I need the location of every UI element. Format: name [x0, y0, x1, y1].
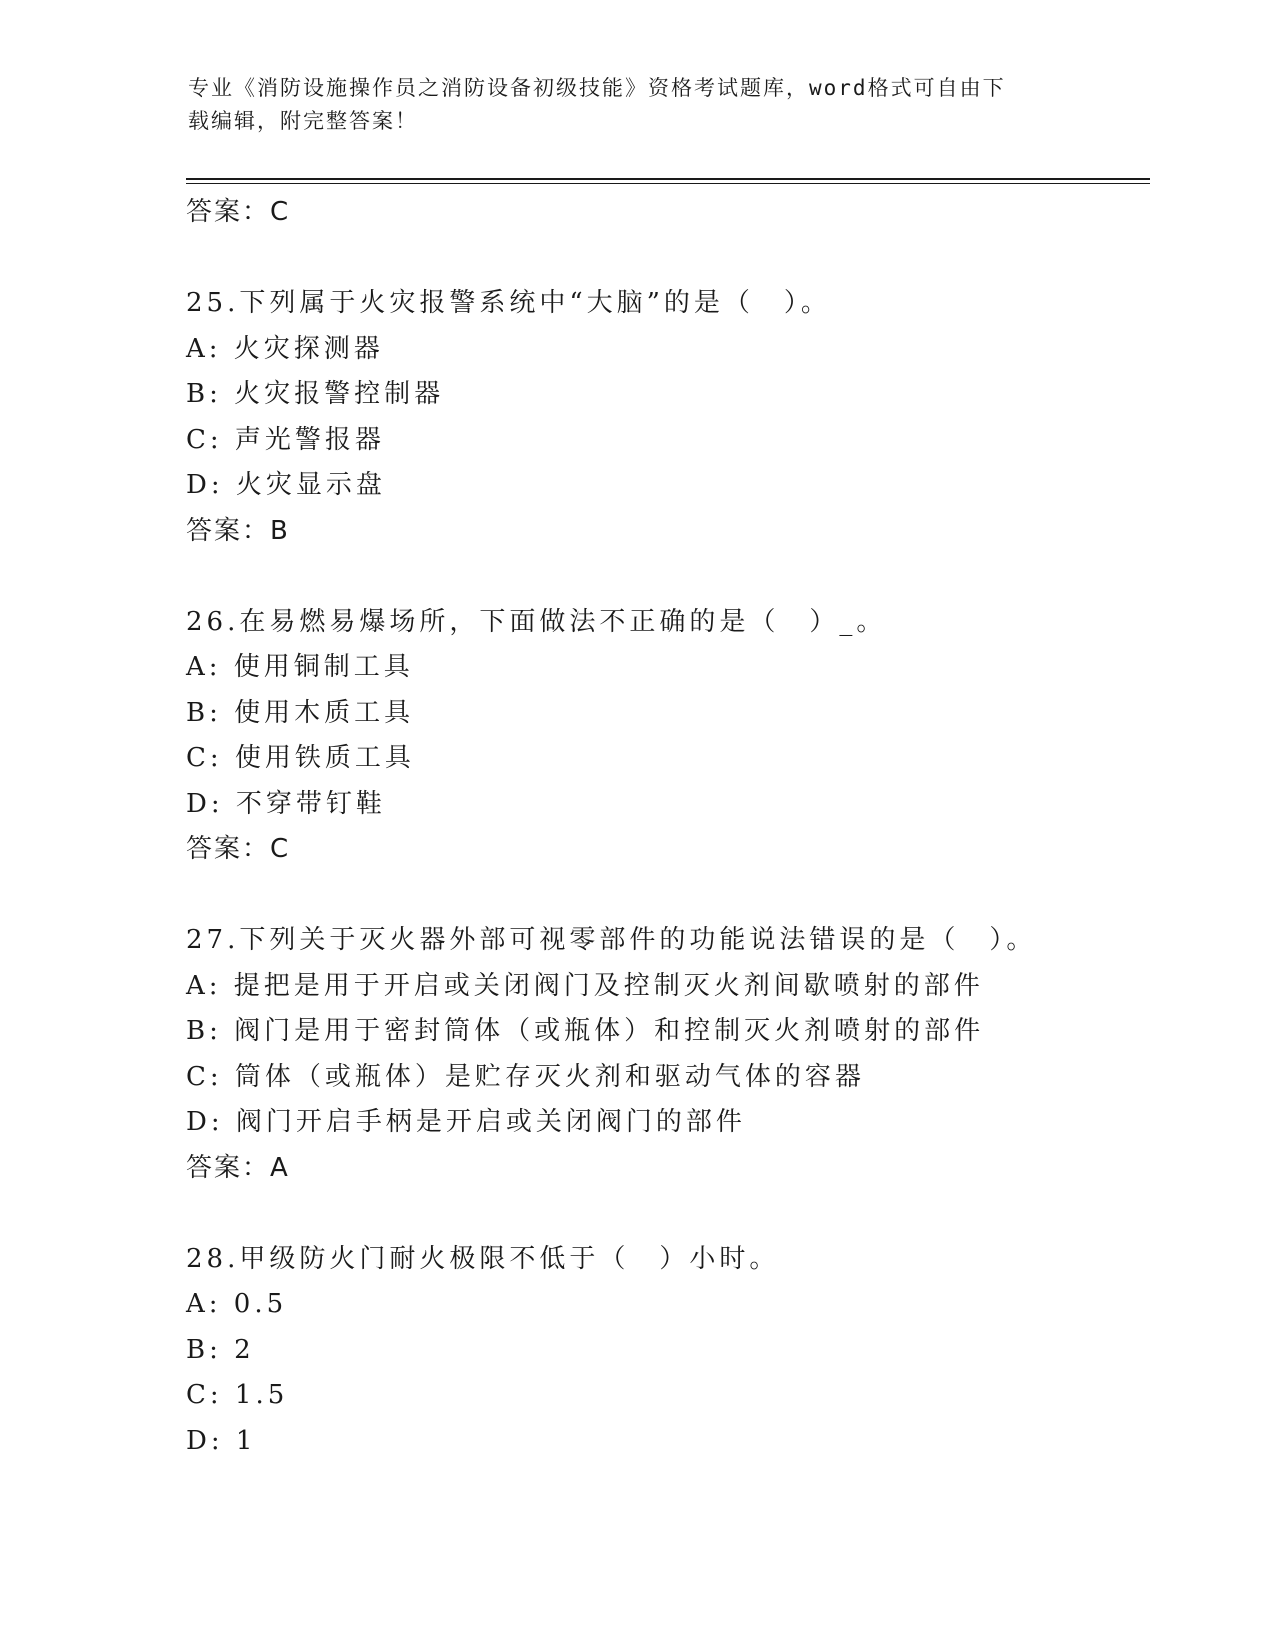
question-text: 26.在易燃易爆场所，下面做法不正确的是（ ）_。 — [186, 606, 887, 637]
question-text: 28.甲级防火门耐火极限不低于（ ）小时。 — [186, 1243, 780, 1274]
question-list — [186, 190, 1146, 1464]
question-26 — [186, 600, 1146, 873]
option-d: D: 1 — [186, 1425, 257, 1456]
answer-line: 答案：B — [186, 515, 290, 546]
header-divider-thin — [186, 183, 1150, 184]
option-d: D: 阀门开启手柄是开启或关闭阀门的部件 — [186, 1107, 746, 1137]
header-line-1: 专业《消防设施操作员之消防设备初级技能》资格考试题库，word格式可自由下 — [188, 76, 1006, 100]
spacer — [186, 872, 1146, 918]
option-a: A: 0.5 — [186, 1289, 288, 1319]
option-a: A: 提把是用于开启或关闭阀门及控制灭火剂间歇喷射的部件 — [186, 970, 984, 1001]
question-text: 25.下列属于火灾报警系统中“大脑”的是（ ）。 — [186, 288, 831, 318]
option-c: C: 声光警报器 — [186, 424, 385, 455]
question-28 — [186, 1237, 1146, 1465]
answer-line: 答案：A — [186, 1152, 290, 1183]
option-a: A: 使用铜制工具 — [186, 652, 414, 682]
option-b: B: 使用木质工具 — [186, 697, 415, 728]
option-a: A: 火灾探测器 — [186, 333, 384, 364]
option-b: B: 2 — [186, 1334, 255, 1365]
question-text: 27.下列关于灭火器外部可视零部件的功能说法错误的是（ ）。 — [186, 925, 1037, 955]
option-d: D: 火灾显示盘 — [186, 470, 386, 500]
option-c: C: 筒体（或瓶体）是贮存灭火剂和驱动气体的容器 — [186, 1061, 865, 1092]
answer-line: 答案：C — [186, 834, 291, 864]
document-header — [188, 72, 1068, 138]
option-b: B: 火灾报警控制器 — [186, 379, 445, 409]
option-d: D: 不穿带钉鞋 — [186, 788, 386, 819]
spacer — [186, 1191, 1146, 1237]
spacer — [186, 554, 1146, 600]
spacer — [186, 235, 1146, 281]
header-line-2: 载编辑，附完整答案！ — [188, 109, 418, 133]
option-c: C: 使用铁质工具 — [186, 743, 415, 773]
answer-line: 答案：C — [186, 197, 291, 227]
question-25 — [186, 281, 1146, 554]
option-b: B: 阀门是用于密封筒体（或瓶体）和控制灭火剂喷射的部件 — [186, 1016, 985, 1046]
option-c: C: 1.5 — [186, 1380, 289, 1410]
question-27 — [186, 918, 1146, 1191]
header-divider-thick — [186, 178, 1150, 180]
